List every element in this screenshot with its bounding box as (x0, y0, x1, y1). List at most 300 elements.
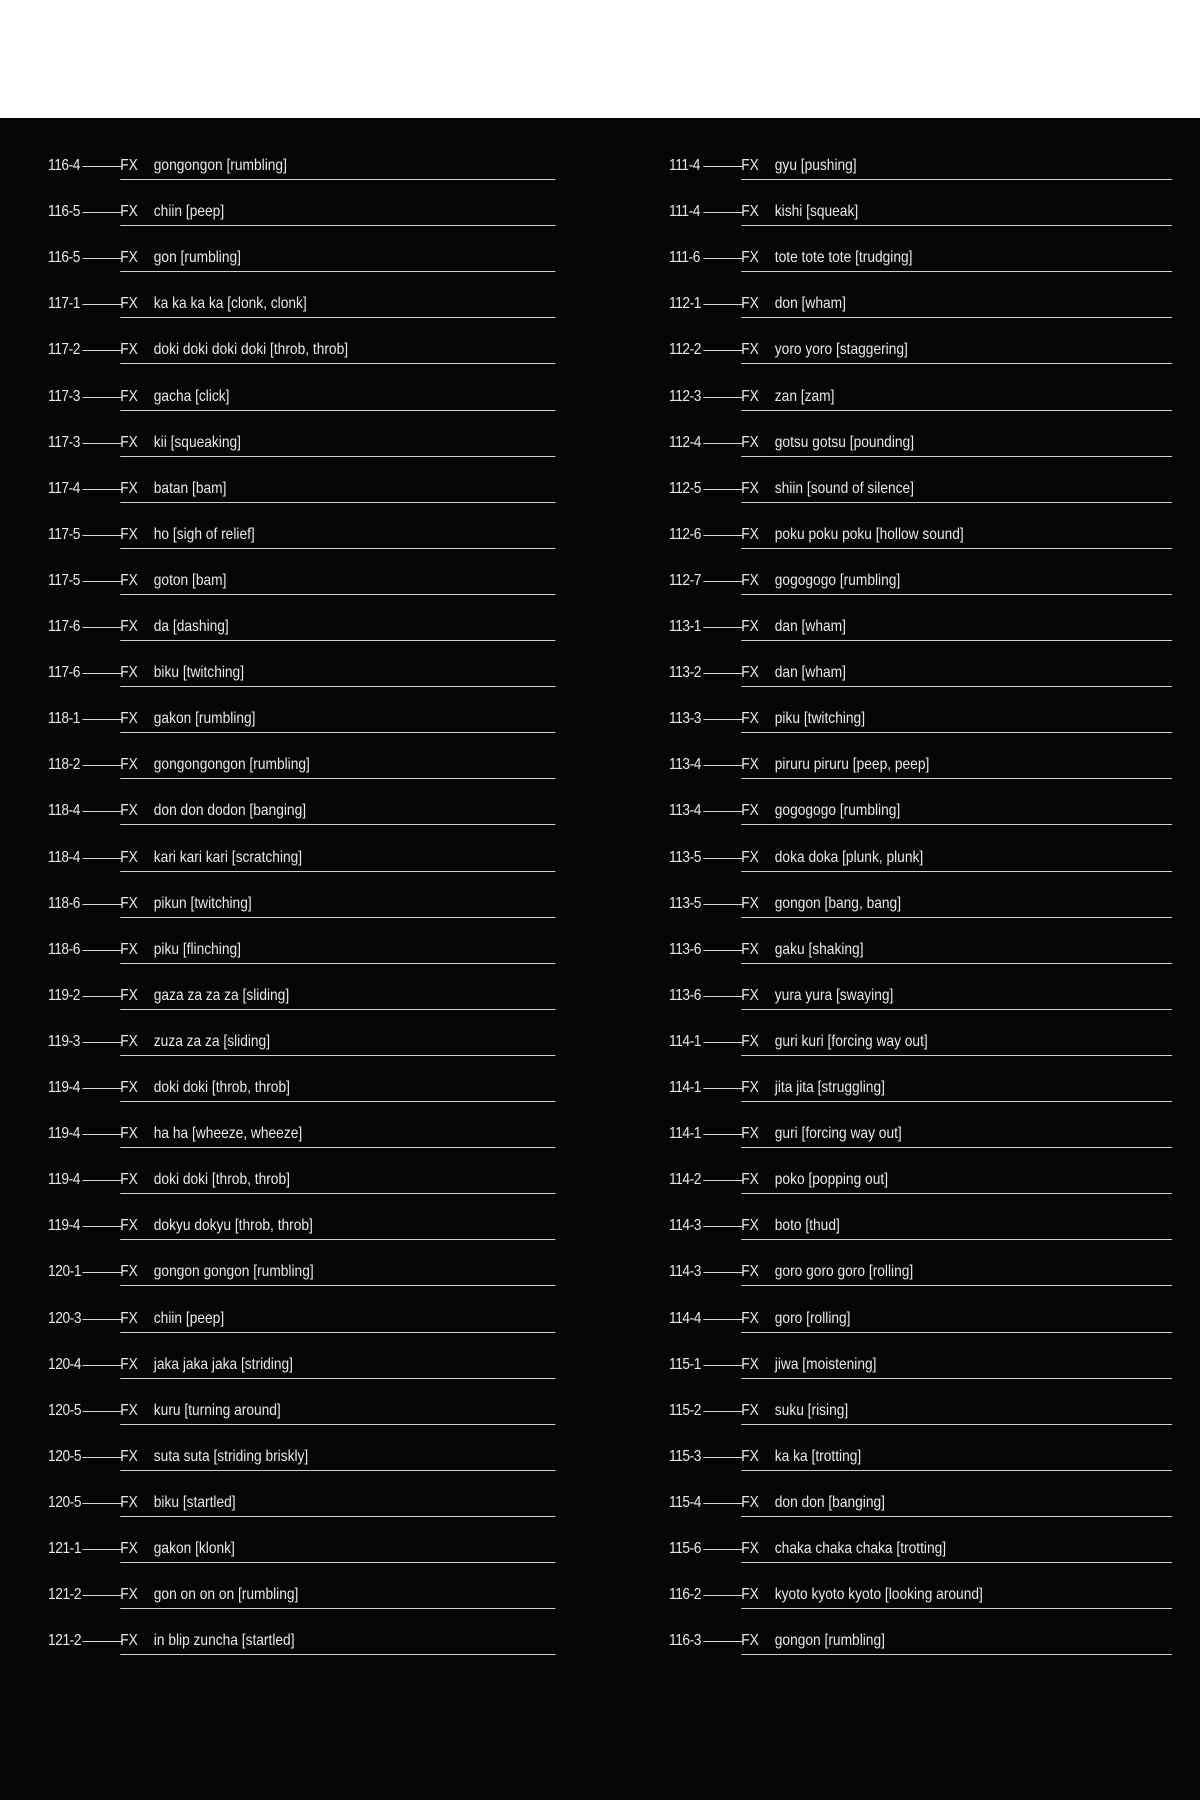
entry-underline (741, 271, 1172, 272)
leader-line (703, 535, 743, 536)
leader-line (82, 212, 122, 213)
leader-line (82, 1365, 122, 1366)
glossary-entry (48, 696, 495, 742)
fx-tag: FX (120, 1493, 138, 1511)
sound-effect-text: piruru piruru [peep, peep] (774, 756, 930, 774)
fx-tag: FX (741, 249, 759, 267)
fx-tag: FX (120, 1632, 138, 1650)
sound-effect-text: gon [rumbling] (153, 249, 241, 267)
page-panel-ref: 120-5 (48, 1401, 82, 1419)
entry-underline (120, 1332, 555, 1333)
sound-effect-text: gongongongon [rumbling] (153, 756, 310, 774)
page-panel-ref: 118-4 (48, 802, 81, 820)
fx-tag: FX (120, 756, 138, 774)
entry-underline (120, 1424, 555, 1425)
sound-effect-text: guri [forcing way out] (774, 1125, 902, 1143)
sound-effect-text: biku [twitching] (153, 664, 245, 682)
entry-underline (741, 1009, 1172, 1010)
entry-underline (741, 502, 1172, 503)
glossary-entry (669, 1065, 1112, 1111)
fx-tag: FX (120, 1032, 138, 1050)
sound-effect-text: batan [bam] (153, 479, 227, 497)
fx-tag: FX (741, 479, 759, 497)
fx-tag: FX (120, 1447, 138, 1465)
glossary-entry (669, 1111, 1112, 1157)
entry-underline (741, 1516, 1172, 1517)
entry-underline (741, 1608, 1172, 1609)
top-margin (0, 0, 1200, 118)
sound-effect-text: ka ka [trotting] (774, 1447, 862, 1465)
page-panel-ref: 113-3 (669, 710, 702, 728)
page-panel-ref: 116-4 (48, 157, 81, 174)
page-panel-ref: 114-4 (669, 1309, 702, 1327)
glossary-entry (669, 1388, 1112, 1434)
entry-underline (741, 1193, 1172, 1194)
page-panel-ref: 120-1 (48, 1263, 82, 1281)
glossary-entry (669, 512, 1112, 558)
sound-effect-text: poku poku poku [hollow sound] (774, 525, 964, 543)
sound-effect-text: chiin [peep] (153, 203, 225, 221)
page-panel-ref: 113-5 (669, 894, 702, 912)
page-panel-ref: 116-5 (48, 249, 81, 267)
leader-line (82, 304, 122, 305)
leader-line (82, 1134, 122, 1135)
leader-line (703, 1595, 743, 1596)
sound-effect-text: jita jita [struggling] (774, 1079, 885, 1096)
page-panel-ref: 120-3 (48, 1309, 82, 1327)
glossary-entry (48, 374, 495, 420)
sound-effect-text: da [dashing] (153, 618, 229, 635)
leader-line (82, 811, 122, 812)
sound-effect-text: gogogogo [rumbling] (774, 802, 901, 820)
sound-effect-text: gacha [click] (153, 387, 230, 405)
sound-effect-text: guri kuri [forcing way out] (774, 1032, 928, 1050)
leader-line (82, 489, 122, 490)
leader-line (82, 1272, 122, 1273)
leader-line (82, 258, 122, 259)
glossary-entry (48, 604, 495, 650)
entry-underline (120, 732, 555, 733)
glossary-entry (669, 1203, 1112, 1249)
glossary-entry (48, 1572, 495, 1618)
fx-tag: FX (741, 894, 759, 912)
glossary-entry (669, 881, 1112, 927)
page-panel-ref: 118-2 (48, 756, 81, 774)
entry-underline (741, 317, 1172, 318)
entry-underline (741, 1101, 1172, 1102)
sound-effect-text: yura yura [swaying] (774, 986, 894, 1004)
page-panel-ref: 113-4 (669, 802, 702, 820)
fx-tag: FX (120, 986, 138, 1004)
glossary-entry (48, 558, 495, 604)
leader-line (703, 1457, 743, 1458)
entry-underline (120, 824, 555, 825)
fx-tag: FX (120, 710, 138, 728)
glossary-entry (669, 558, 1112, 604)
leader-line (703, 1319, 743, 1320)
fx-tag: FX (741, 756, 759, 774)
glossary-entry (48, 1157, 495, 1203)
sound-effect-text: jaka jaka jaka [striding] (153, 1355, 293, 1373)
fx-tag: FX (741, 295, 759, 313)
glossary-entry (669, 1572, 1112, 1618)
fx-tag: FX (120, 1263, 138, 1281)
leader-line (703, 212, 743, 213)
page-panel-ref: 117-4 (48, 479, 81, 497)
sound-effect-text: biku [startled] (153, 1493, 236, 1511)
page-panel-ref: 113-4 (669, 756, 702, 774)
glossary-entry (48, 420, 495, 466)
fx-tag: FX (741, 664, 759, 682)
page-panel-ref: 115-3 (669, 1447, 702, 1465)
glossary-entry (669, 1342, 1112, 1388)
glossary-entry (669, 327, 1112, 373)
entry-underline (120, 548, 555, 549)
sound-effect-text: don [wham] (774, 295, 846, 313)
glossary-entry (48, 1434, 495, 1480)
entry-underline (120, 1009, 555, 1010)
leader-line (82, 397, 122, 398)
page-panel-ref: 121-2 (48, 1632, 82, 1650)
entry-underline (741, 871, 1172, 872)
fx-tag: FX (741, 802, 759, 820)
glossary-entry (669, 466, 1112, 512)
sound-effect-text: gongon [bang, bang] (774, 894, 902, 912)
sound-effect-text: goro [rolling] (774, 1309, 851, 1327)
sound-effect-text: gyu [pushing] (774, 157, 857, 174)
page-panel-ref: 111-4 (669, 203, 701, 221)
entry-underline (741, 1055, 1172, 1056)
sound-effect-text: kishi [squeak] (774, 203, 859, 221)
page-panel-ref: 112-3 (669, 387, 702, 405)
leader-line (703, 1365, 743, 1366)
sound-effect-text: dan [wham] (774, 664, 846, 682)
page-panel-ref: 115-4 (669, 1493, 702, 1511)
page-panel-ref: 111-6 (669, 249, 701, 267)
sound-effect-text: piku [flinching] (153, 940, 241, 958)
entry-underline (741, 179, 1172, 180)
glossary-entry (669, 1296, 1112, 1342)
sound-effect-text: gaza za za za [sliding] (153, 986, 290, 1004)
fx-tag: FX (741, 1309, 759, 1327)
sound-effect-text: jiwa [moistening] (774, 1355, 877, 1373)
sound-effect-text: pikun [twitching] (153, 894, 252, 912)
entry-underline (120, 917, 555, 918)
page-panel-ref: 118-6 (48, 940, 81, 958)
sound-effect-text: doki doki [throb, throb] (153, 1079, 290, 1096)
page-panel-ref: 118-6 (48, 894, 81, 912)
glossary-entry (48, 1249, 495, 1295)
glossary-entry (48, 927, 495, 973)
fx-tag: FX (120, 802, 138, 820)
sound-effect-text: gogogogo [rumbling] (774, 571, 901, 589)
leader-line (82, 1180, 122, 1181)
leader-line (703, 627, 743, 628)
glossary-entry (48, 1526, 495, 1572)
fx-tag: FX (741, 1125, 759, 1143)
entry-underline (120, 1147, 555, 1148)
page-panel-ref: 117-6 (48, 618, 81, 635)
page-panel-ref: 114-3 (669, 1217, 702, 1235)
sound-effect-text: boto [thud] (774, 1217, 840, 1235)
leader-line (703, 1503, 743, 1504)
page-panel-ref: 115-1 (669, 1355, 702, 1373)
glossary-entry (48, 235, 495, 281)
glossary-entry (48, 466, 495, 512)
page-panel-ref: 116-2 (669, 1586, 702, 1604)
sound-effects-glossary (0, 118, 1200, 1800)
glossary-entry (669, 788, 1112, 834)
entry-underline (120, 317, 555, 318)
page-panel-ref: 120-5 (48, 1493, 82, 1511)
leader-line (703, 489, 743, 490)
entry-underline (120, 871, 555, 872)
fx-tag: FX (741, 1632, 759, 1650)
sound-effect-text: piku [twitching] (774, 710, 866, 728)
entry-underline (741, 824, 1172, 825)
fx-tag: FX (120, 1309, 138, 1327)
glossary-entry (669, 835, 1112, 881)
sound-effect-text: kii [squeaking] (153, 433, 241, 451)
sound-effect-text: goro goro goro [rolling] (774, 1263, 914, 1281)
glossary-entry (669, 1480, 1112, 1526)
glossary-entry (48, 189, 495, 235)
leader-line (82, 581, 122, 582)
entry-underline (120, 686, 555, 687)
page-panel-ref: 117-6 (48, 664, 81, 682)
glossary-entry (669, 1618, 1112, 1664)
leader-line (82, 1641, 122, 1642)
page-panel-ref: 114-1 (669, 1032, 702, 1050)
entry-underline (120, 963, 555, 964)
sound-effect-text: gon on on on [rumbling] (153, 1586, 299, 1604)
sound-effect-text: gongongon [rumbling] (153, 157, 287, 174)
glossary-entry (669, 281, 1112, 327)
fx-tag: FX (741, 1447, 759, 1465)
entry-underline (120, 640, 555, 641)
sound-effect-text: chaka chaka chaka [trotting] (774, 1540, 947, 1557)
sound-effect-text: doki doki [throb, throb] (153, 1171, 290, 1189)
page-panel-ref: 117-1 (48, 295, 81, 313)
fx-tag: FX (741, 433, 759, 451)
leader-line (703, 304, 743, 305)
entry-underline (741, 917, 1172, 918)
page-panel-ref: 120-4 (48, 1355, 82, 1373)
page-panel-ref: 113-6 (669, 940, 702, 958)
sound-effect-text: zuza za za [sliding] (153, 1032, 271, 1050)
glossary-entry (669, 1157, 1112, 1203)
fx-tag: FX (741, 1401, 759, 1419)
fx-tag: FX (741, 848, 759, 866)
glossary-entry (48, 835, 495, 881)
fx-tag: FX (120, 1125, 138, 1143)
page-panel-ref: 115-2 (669, 1401, 702, 1419)
page-panel-ref: 118-1 (48, 710, 81, 728)
fx-tag: FX (120, 1171, 138, 1189)
page-panel-ref: 116-5 (48, 203, 81, 221)
page-panel-ref: 113-2 (669, 664, 702, 682)
sound-effect-text: dokyu dokyu [throb, throb] (153, 1217, 313, 1235)
page-panel-ref: 112-7 (669, 571, 702, 589)
entry-underline (741, 1562, 1172, 1563)
page-panel-ref: 114-1 (669, 1125, 702, 1143)
leader-line (703, 581, 743, 582)
leader-line (703, 950, 743, 951)
leader-line (82, 1457, 122, 1458)
leader-line (703, 858, 743, 859)
fx-tag: FX (120, 479, 138, 497)
sound-effect-text: in blip zuncha [startled] (153, 1632, 295, 1650)
sound-effect-text: ho [sigh of relief] (153, 525, 255, 543)
sound-effect-text: tote tote tote [trudging] (774, 249, 913, 267)
page-panel-ref: 117-5 (48, 571, 81, 589)
leader-line (82, 350, 122, 351)
sound-effect-text: zan [zam] (774, 387, 835, 405)
glossary-entry (669, 742, 1112, 788)
sound-effect-text: gaku [shaking] (774, 940, 864, 958)
leader-line (703, 443, 743, 444)
fx-tag: FX (120, 618, 138, 635)
page-panel-ref: 113-5 (669, 848, 702, 866)
leader-line (82, 627, 122, 628)
fx-tag: FX (120, 1540, 138, 1557)
entry-underline (741, 1239, 1172, 1240)
leader-line (703, 1042, 743, 1043)
page-panel-ref: 119-3 (48, 1032, 81, 1050)
sound-effect-text: don don [banging] (774, 1493, 885, 1511)
leader-line (703, 350, 743, 351)
entry-underline (741, 640, 1172, 641)
glossary-entry (48, 973, 495, 1019)
fx-tag: FX (120, 1217, 138, 1235)
entry-underline (741, 686, 1172, 687)
sound-effect-text: chiin [peep] (153, 1309, 225, 1327)
entry-underline (741, 1378, 1172, 1379)
leader-line (703, 1088, 743, 1089)
glossary-entry (48, 512, 495, 558)
leader-line (703, 166, 743, 167)
fx-tag: FX (120, 249, 138, 267)
page-panel-ref: 114-1 (669, 1079, 702, 1096)
page-panel-ref: 111-4 (669, 157, 701, 174)
page-panel-ref: 119-4 (48, 1079, 81, 1096)
glossary-entry (48, 788, 495, 834)
page-panel-ref: 114-2 (669, 1171, 702, 1189)
leader-line (82, 1319, 122, 1320)
leader-line (703, 765, 743, 766)
leader-line (703, 1226, 743, 1227)
fx-tag: FX (120, 295, 138, 313)
leader-line (703, 904, 743, 905)
leader-line (703, 996, 743, 997)
fx-tag: FX (741, 1540, 759, 1557)
entry-underline (741, 1332, 1172, 1333)
fx-tag: FX (120, 1355, 138, 1373)
fx-tag: FX (741, 525, 759, 543)
entry-underline (741, 548, 1172, 549)
glossary-entry (669, 696, 1112, 742)
fx-tag: FX (741, 1493, 759, 1511)
glossary-entry (669, 189, 1112, 235)
entry-underline (120, 1562, 555, 1563)
entry-underline (120, 179, 555, 180)
entry-underline (120, 1055, 555, 1056)
sound-effect-text: gongon gongon [rumbling] (153, 1263, 314, 1281)
fx-tag: FX (120, 157, 138, 174)
glossary-entry (48, 1111, 495, 1157)
sound-effect-text: shiin [sound of silence] (774, 479, 914, 497)
entry-underline (120, 594, 555, 595)
leader-line (82, 166, 122, 167)
sound-effect-text: gakon [klonk] (153, 1540, 235, 1557)
entry-underline (741, 410, 1172, 411)
sound-effect-text: kuru [turning around] (153, 1401, 281, 1419)
entry-underline (120, 1378, 555, 1379)
leader-line (82, 1503, 122, 1504)
fx-tag: FX (120, 1401, 138, 1419)
page-panel-ref: 114-3 (669, 1263, 702, 1281)
glossary-entry (48, 1203, 495, 1249)
glossary-entry (669, 604, 1112, 650)
page-panel-ref: 112-6 (669, 525, 702, 543)
entry-underline (741, 732, 1172, 733)
page-panel-ref: 113-6 (669, 986, 702, 1004)
fx-tag: FX (120, 525, 138, 543)
leader-line (703, 673, 743, 674)
glossary-entry (669, 1434, 1112, 1480)
fx-tag: FX (120, 848, 138, 866)
fx-tag: FX (741, 1355, 759, 1373)
entry-underline (120, 456, 555, 457)
glossary-entry (669, 927, 1112, 973)
glossary-entry (669, 1249, 1112, 1295)
fx-tag: FX (120, 387, 138, 405)
fx-tag: FX (741, 571, 759, 589)
page-panel-ref: 117-2 (48, 341, 81, 359)
fx-tag: FX (120, 341, 138, 359)
entry-underline (120, 1470, 555, 1471)
entry-underline (120, 1239, 555, 1240)
entry-underline (741, 225, 1172, 226)
leader-line (82, 719, 122, 720)
fx-tag: FX (741, 1032, 759, 1050)
leader-line (703, 1272, 743, 1273)
fx-tag: FX (120, 1079, 138, 1096)
glossary-entry (669, 1019, 1112, 1065)
leader-line (82, 858, 122, 859)
entry-underline (120, 1285, 555, 1286)
page-panel-ref: 112-2 (669, 341, 702, 359)
glossary-entry (669, 973, 1112, 1019)
entry-underline (741, 363, 1172, 364)
entry-underline (120, 1101, 555, 1102)
fx-tag: FX (741, 1586, 759, 1604)
glossary-entry (48, 881, 495, 927)
entry-underline (741, 1285, 1172, 1286)
leader-line (82, 673, 122, 674)
page-panel-ref: 119-4 (48, 1217, 81, 1235)
glossary-entry (48, 1618, 495, 1664)
fx-tag: FX (741, 1217, 759, 1235)
entry-underline (120, 1193, 555, 1194)
fx-tag: FX (741, 1171, 759, 1189)
entry-underline (120, 1516, 555, 1517)
sound-effect-text: don don dodon [banging] (153, 802, 307, 820)
fx-tag: FX (741, 618, 759, 635)
sound-effect-text: poko [popping out] (774, 1171, 889, 1189)
leader-line (703, 719, 743, 720)
sound-effect-text: yoro yoro [staggering] (774, 341, 908, 359)
